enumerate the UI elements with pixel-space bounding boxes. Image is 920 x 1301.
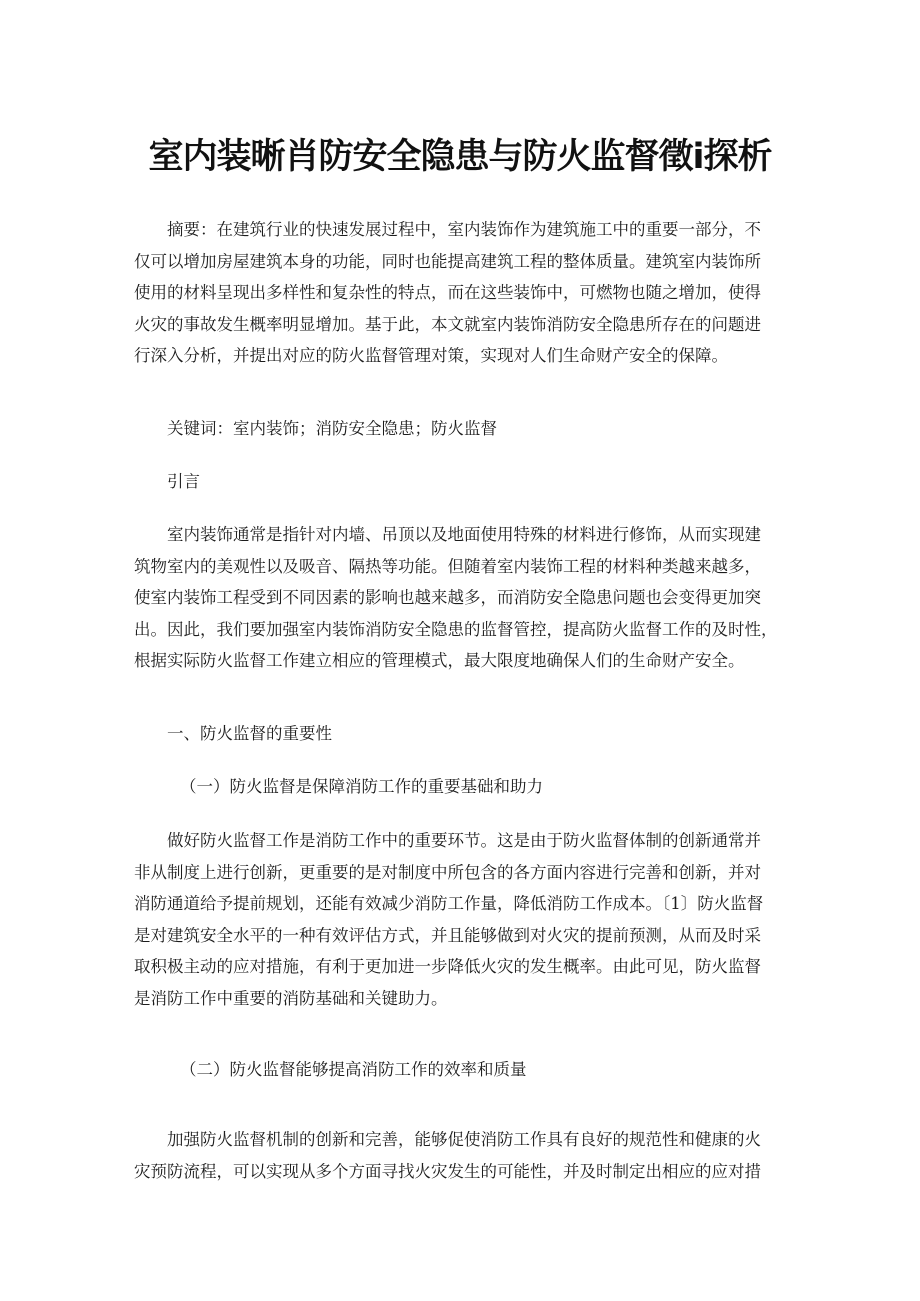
abstract-paragraph <box>134 214 804 372</box>
sub2-heading: （二）防火监督能够提高消防工作的效率和质量 <box>180 1060 527 1079</box>
sub2-line: 加强防火监督机制的创新和完善，能够促使消防工作具有良好的规范性和健康的火 <box>167 1130 761 1149</box>
abstract-line: 火灾的事故发生概率明显增加。基于此，本文就室内装饰消防安全隐患所存在的问题进 <box>134 314 761 334</box>
intro-paragraph <box>134 519 804 677</box>
abstract-line: 行深入分析，并提出对应的防火监督管理对策，实现对人们生命财产安全的保障。 <box>134 346 728 365</box>
intro-heading: 引言 <box>167 472 200 491</box>
intro-line: 室内装饰通常是指针对内墙、吊顶以及地面使用特殊的材料进行修饰，从而实现建 <box>167 525 761 544</box>
sub1-line: 是消防工作中重要的消防基础和关键助力。 <box>134 988 448 1008</box>
sub1-paragraph <box>134 825 804 1014</box>
intro-line: 根据实际防火监督工作建立相应的管理模式，最大限度地确保人们的生命财产安全。 <box>134 651 745 670</box>
sub1-line: 是对建筑安全水平的一种有效评估方式，并且能够做到对火灾的提前预测，从而及时采 <box>134 925 761 945</box>
sub1-line: 非从制度上进行创新，更重要的是对制度中所包含的各方面内容进行完善和创新，并对 <box>134 862 761 882</box>
intro-line: 筑物室内的美观性以及吸音、隔热等功能。但随着室内装饰工程的材料种类越来越多， <box>134 556 761 576</box>
document-title: 室内装晰肖防安全隐患与防火监督徵ⅰ探析 <box>148 137 772 177</box>
sub1-line: 做好防火监督工作是消防工作中的重要环节。这是由于防火监督体制的创新通常并 <box>167 831 761 850</box>
sub1-heading: （一）防火监督是保障消防工作的重要基础和助力 <box>180 777 543 796</box>
intro-line: 出。因此，我们要加强室内装饰消防安全隐患的监督管控，提高防火监督工作的及时性， <box>134 619 778 639</box>
sub1-line: 取积极主动的应对措施，有利于更加进一步降低火灾的发生概率。由此可见，防火监督 <box>134 957 761 976</box>
intro-line: 使室内装饰工程受到不同因素的影响也越来越多，而消防安全隐患问题也会变得更加突 <box>134 588 761 607</box>
abstract-line: 仅可以增加房屋建筑本身的功能，同时也能提高建筑工程的整体质量。建筑室内装饰所 <box>134 251 761 271</box>
section1-heading: 一、防火监督的重要性 <box>167 724 332 743</box>
abstract-line: 使用的材料呈现出多样性和复杂性的特点，而在这些装饰中，可燃物也随之增加，使得 <box>134 283 761 302</box>
sub2-paragraph <box>134 1124 804 1187</box>
sub2-line: 灾预防流程，可以实现从多个方面寻找火灾发生的可能性，并及时制定出相应的应对措 <box>134 1161 761 1181</box>
sub1-line: 消防通道给予提前规划，还能有效减少消防工作量，降低消防工作成本。〔1〕防火监督 <box>134 894 764 913</box>
abstract-line: 摘要：在建筑行业的快速发展过程中，室内装饰作为建筑施工中的重要一部分，不 <box>167 220 761 239</box>
keywords-line: 关键词：室内装饰；消防安全隐患；防火监督 <box>167 419 497 438</box>
